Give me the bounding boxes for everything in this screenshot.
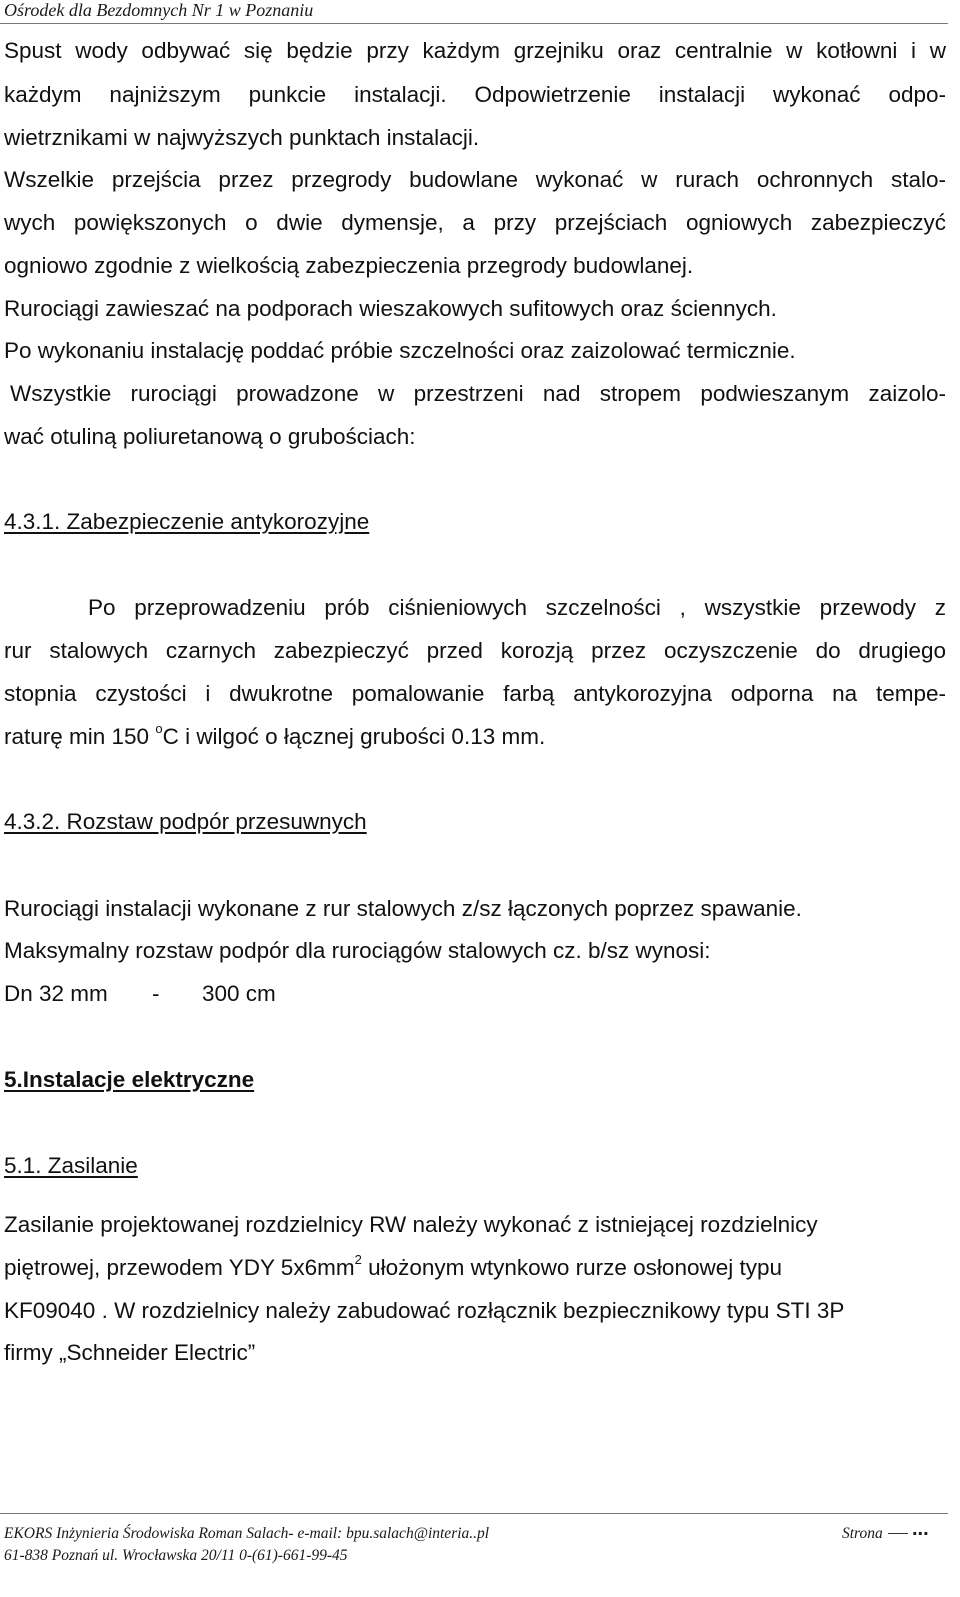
paragraph-line: Spust wody odbywać się będzie przy każdym grzejniku oraz centralnie w kotłowni i w — [4, 38, 946, 63]
spacing-value: 300 cm — [202, 981, 276, 1006]
footer-company: EKORS Inżynieria Środowiska Roman Salach- e-mail: bpu.salach@interia..pl — [4, 1525, 490, 1542]
section-heading-4-3-2: 4.3.2. Rozstaw podpór przesuwnych — [4, 809, 367, 834]
text-fragment: C i wilgoć o łącznej grubości 0.13 mm. — [162, 724, 546, 749]
paragraph-line: każdym najniższym punkcie instalacji. Odpowietrzenie instalacji wykonać odpo- — [4, 82, 946, 107]
paragraph-line — [4, 1251, 783, 1281]
paragraph-line: Po przeprowadzeniu prób ciśnieniowych szczelności , wszystkie przewody z — [88, 595, 946, 620]
paragraph-line: rur stalowych czarnych zabezpieczyć przed korozją przez oczyszczenie do drugiego — [4, 638, 946, 663]
spacing-row — [4, 981, 276, 1007]
header-divider — [0, 23, 948, 24]
paragraph-line: Po wykonaniu instalację poddać próbie szczelności oraz zaizolować termicznie. — [4, 338, 796, 363]
dash-separator: - — [152, 981, 160, 1006]
paragraph-line: wać otuliną poliuretanową o grubościach: — [4, 424, 416, 449]
section-heading-5-1: 5.1. Zasilanie — [4, 1153, 138, 1178]
paragraph-line: ogniowo zgodnie z wielkością zabezpieczenia przegrody budowlanej. — [4, 253, 694, 278]
page-dash — [888, 1533, 908, 1534]
section-heading-5: 5.Instalacje elektryczne — [4, 1067, 255, 1092]
paragraph-line: Rurociągi zawieszać na podporach wieszakowych sufitowych oraz ściennych. — [4, 296, 777, 321]
paragraph-line — [4, 720, 546, 750]
page-number: ... — [912, 1518, 929, 1540]
text-fragment: ułożonym wtynkowo rurze osłonowej typu — [361, 1255, 783, 1280]
paragraph-line: wych powiększonych o dwie dymensje, a przy przejściach ogniowych zabezpieczyć — [4, 210, 946, 235]
text-fragment: raturę min 150 — [4, 724, 156, 749]
page-label: Strona — [842, 1525, 883, 1542]
footer-divider — [0, 1513, 948, 1514]
paragraph-line: stopnia czystości i dwukrotne pomalowanie farbą antykorozyjna odporna na tempe- — [4, 681, 946, 706]
squared-superscript: 2 — [354, 1251, 362, 1267]
section-heading-4-3-1: 4.3.1. Zabezpieczenie antykorozyjne — [4, 509, 370, 534]
paragraph-line: Zasilanie projektowanej rozdzielnicy RW należy wykonać z istniejącej rozdzielnicy — [4, 1212, 818, 1237]
page-header: Ośrodek dla Bezdomnych Nr 1 w Poznaniu — [4, 0, 314, 20]
paragraph-line: firmy „Schneider Electric” — [4, 1340, 256, 1365]
paragraph-line: wietrznikami w najwyższych punktach instalacji. — [4, 125, 480, 150]
paragraph-line: Wszelkie przejścia przez przegrody budowlane wykonać w rurach ochronnych stalo- — [4, 167, 946, 192]
paragraph-line: KF09040 . W rozdzielnicy należy zabudować rozłącznik bezpiecznikowy typu STI 3P — [4, 1298, 845, 1323]
paragraph-line: Rurociągi instalacji wykonane z rur stalowych z/sz łączonych poprzez spawanie. — [4, 896, 802, 921]
footer-address: 61-838 Poznań ul. Wrocławska 20/11 0-(61)-661-99-45 — [4, 1547, 348, 1564]
text-fragment: piętrowej, przewodem YDY 5x6mm — [4, 1255, 355, 1280]
paragraph-line: Wszystkie rurociągi prowadzone w przestrzeni nad stropem podwieszanym zaizolo- — [10, 381, 946, 406]
paragraph-line: Maksymalny rozstaw podpór dla rurociągów stalowych cz. b/sz wynosi: — [4, 938, 711, 963]
degree-superscript: o — [155, 720, 163, 736]
pipe-diameter: Dn 32 mm — [4, 981, 108, 1006]
